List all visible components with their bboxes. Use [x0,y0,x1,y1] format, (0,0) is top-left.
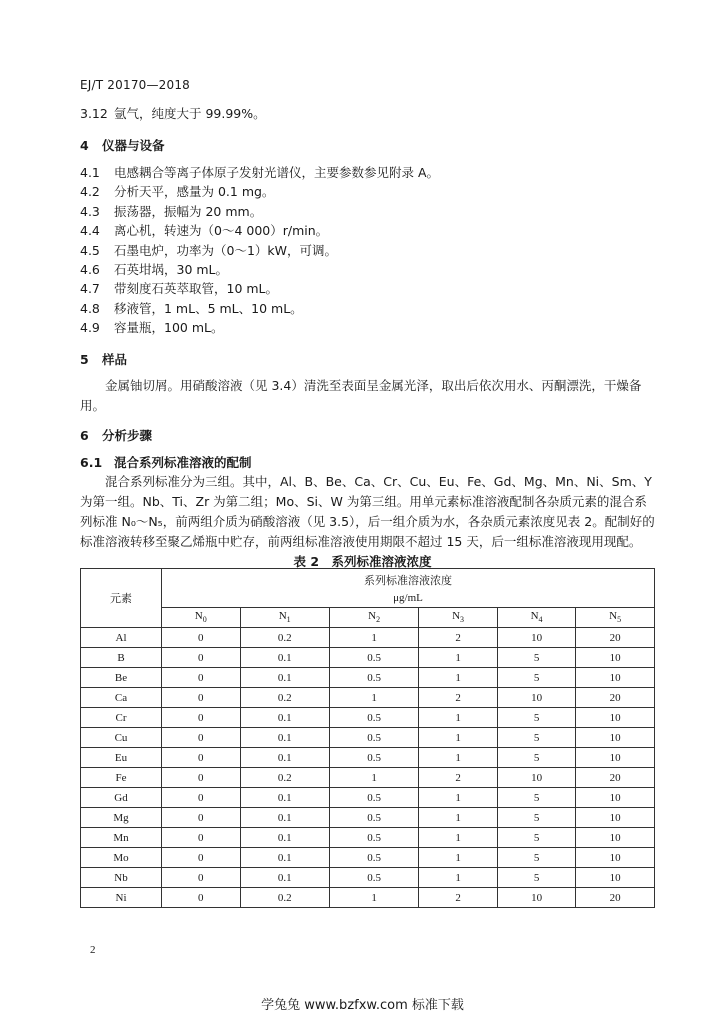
column-header-subscript: 0 [202,615,207,625]
column-header [497,608,576,628]
value-cell: 0.1 [240,708,329,728]
section-title: 混合系列标准溶液的配制 [114,455,252,470]
value-cell: 20 [576,688,655,708]
value-cell: 0.2 [240,768,329,788]
value-cell: 0 [162,648,241,668]
table-row [81,888,655,908]
value-cell: 1 [329,768,418,788]
table-title: 表 2 系列标准溶液浓度 [293,554,432,569]
value-cell: 5 [497,808,576,828]
value-cell: 5 [497,728,576,748]
column-header-subscript: 4 [538,615,543,625]
value-cell: 1 [419,708,498,728]
value-cell: 0 [162,708,241,728]
table-row [81,828,655,848]
item-text: 离心机，转速为（0～4 000）r/min。 [114,223,329,239]
item-text: 石英坩埚，30 mL。 [114,262,229,277]
element-cell: Ni [81,888,162,908]
value-cell: 0.1 [240,808,329,828]
value-cell: 0 [162,768,241,788]
value-cell: 10 [576,708,655,728]
element-cell: Mn [81,828,162,848]
value-cell: 1 [419,868,498,888]
value-cell: 0 [162,628,241,648]
value-cell: 0.1 [240,788,329,808]
item-number: 4.3 [80,203,100,219]
value-cell: 10 [576,868,655,888]
section-6-heading [80,428,152,444]
table-row [81,788,655,808]
value-cell: 5 [497,868,576,888]
item-number: 4.5 [80,242,100,258]
value-cell: 10 [497,888,576,908]
value-cell: 0.5 [329,808,418,828]
value-cell: 1 [419,788,498,808]
value-cell: 1 [419,808,498,828]
page-number: 2 [90,944,96,956]
section-4-item [80,184,274,200]
value-cell: 10 [576,828,655,848]
table-row [81,628,655,648]
element-cell: Mg [81,808,162,828]
element-cell: Fe [81,768,162,788]
item-number: 4.1 [80,165,100,180]
table-row [81,708,655,728]
section-4-item [80,243,337,259]
element-cell: Cr [81,708,162,728]
concentration-header-text: 系列标准溶液浓度 [364,575,452,587]
element-cell: Eu [81,748,162,768]
value-cell: 20 [576,888,655,908]
column-header [240,608,329,628]
value-cell: 1 [329,888,418,908]
value-cell: 10 [576,648,655,668]
item-number: 3.12 [80,106,108,121]
table-row [81,688,655,708]
table-row [81,748,655,768]
value-cell: 0 [162,688,241,708]
column-header-base: N [194,610,203,623]
item-number: 4.2 [80,184,100,200]
value-cell: 0 [162,848,241,868]
value-cell: 1 [419,748,498,768]
section-4-item [80,223,328,239]
element-cell: Al [81,628,162,648]
table-row [81,668,655,688]
value-cell: 20 [576,768,655,788]
item-text: 移液管，1 mL、5 mL、10 mL。 [114,300,303,316]
value-cell: 0.2 [240,888,329,908]
value-cell: 10 [576,668,655,688]
item-number: 4.4 [80,223,100,239]
section-4-item [80,281,278,297]
item-text: 电感耦合等离子体原子发射光谱仪，主要参数参见附录 A。 [114,165,440,180]
value-cell: 5 [497,648,576,668]
value-cell: 2 [419,628,498,648]
value-cell: 10 [576,848,655,868]
value-cell: 0 [162,808,241,828]
value-cell: 0 [162,828,241,848]
value-cell: 0 [162,668,241,688]
column-header [419,608,498,628]
value-cell: 0.1 [240,868,329,888]
standard-code: EJ/T 20170—2018 [80,78,191,92]
value-cell: 2 [419,768,498,788]
column-header-row [81,608,655,628]
column-header [162,608,241,628]
element-cell: B [81,648,162,668]
element-cell: Gd [81,788,162,808]
value-cell: 5 [497,668,576,688]
value-cell: 1 [419,848,498,868]
item-number: 4.9 [80,320,100,336]
section-4-item [80,262,228,278]
item-number: 4.6 [80,262,100,277]
table-row [81,728,655,748]
item-text: 容量瓶，100 mL。 [114,320,224,336]
item-text: 分析天平，感量为 0.1 mg。 [114,184,275,200]
value-cell: 0.5 [329,728,418,748]
value-cell: 0.1 [240,828,329,848]
footer-watermark: 学兔兔 www.bzfxw.com 标准下载 [261,998,464,1013]
section-5-heading [80,352,127,368]
section-4-heading [80,138,165,154]
value-cell: 2 [419,688,498,708]
table-row [81,808,655,828]
value-cell: 5 [497,828,576,848]
section-4-item [80,320,223,336]
item-text: 氩气，纯度大于 99.99%。 [114,106,266,121]
section-number: 4 [80,138,89,153]
value-cell: 0 [162,728,241,748]
value-cell: 0.1 [240,648,329,668]
section-4-item [80,204,262,220]
column-header-base: N [530,610,539,623]
table-row [81,848,655,868]
value-cell: 5 [497,708,576,728]
value-cell: 0.5 [329,868,418,888]
column-header-base: N [278,610,287,623]
value-cell: 5 [497,788,576,808]
value-cell: 1 [419,828,498,848]
table-row [81,868,655,888]
unit-label: μg/mL [393,592,423,604]
value-cell: 1 [419,648,498,668]
section-title: 仪器与设备 [102,138,165,153]
section-4-item [80,301,303,317]
column-header-base: N [368,610,377,623]
value-cell: 1 [329,628,418,648]
section-title: 样品 [102,352,128,367]
value-cell: 20 [576,628,655,648]
section-number: 6.1 [80,455,103,470]
value-cell: 1 [419,668,498,688]
value-cell: 0 [162,888,241,908]
value-cell: 0.2 [240,628,329,648]
value-cell: 0.5 [329,748,418,768]
value-cell: 10 [497,688,576,708]
item-text: 石墨电炉，功率为（0～1）kW，可调。 [114,242,338,258]
section-title: 分析步骤 [102,428,153,443]
value-cell: 10 [497,628,576,648]
value-cell: 10 [497,768,576,788]
section-4-item [80,165,439,181]
column-header-subscript: 2 [376,615,381,625]
value-cell: 10 [576,788,655,808]
value-cell: 0.5 [329,788,418,808]
column-header-base: N [609,610,618,623]
table-row [81,648,655,668]
column-header [576,608,655,628]
value-cell: 0 [162,748,241,768]
value-cell: 10 [576,728,655,748]
column-header-subscript: 5 [617,615,622,625]
section-number: 6 [80,428,89,443]
value-cell: 0.1 [240,668,329,688]
value-cell: 5 [497,848,576,868]
value-cell: 2 [419,888,498,908]
element-cell: Nb [81,868,162,888]
value-cell: 10 [576,808,655,828]
value-cell: 0.5 [329,848,418,868]
table-body [81,628,655,908]
item-text: 振荡器，振幅为 20 mm。 [114,203,263,219]
value-cell: 1 [329,688,418,708]
value-cell: 10 [576,748,655,768]
table-row [81,768,655,788]
value-cell: 0.5 [329,828,418,848]
value-cell: 1 [419,728,498,748]
value-cell: 0 [162,788,241,808]
value-cell: 0.5 [329,708,418,728]
item-number: 4.8 [80,300,100,316]
element-cell: Be [81,668,162,688]
section-6-1-heading [80,455,252,471]
value-cell: 0 [162,868,241,888]
concentration-table [80,568,655,908]
value-cell: 0.5 [329,668,418,688]
concentration-header [162,569,655,608]
value-cell: 0.1 [240,748,329,768]
section-number: 5 [80,352,89,367]
element-cell: Ca [81,688,162,708]
item-3-12 [80,106,266,122]
value-cell: 0.1 [240,848,329,868]
element-header: 元素 [81,569,162,628]
column-header-subscript: 3 [460,615,465,625]
column-header-subscript: 1 [286,615,291,625]
item-number: 4.7 [80,281,100,297]
item-text: 带刻度石英萃取管，10 mL。 [114,281,279,297]
value-cell: 0.5 [329,648,418,668]
value-cell: 0.2 [240,688,329,708]
element-cell: Cu [81,728,162,748]
column-header-base: N [452,610,461,623]
element-cell: Mo [81,848,162,868]
value-cell: 0.1 [240,728,329,748]
value-cell: 5 [497,748,576,768]
section-5-paragraph: 金属铀切屑。用硝酸溶液（见 3.4）清洗至表面呈金属光泽，取出后依次用水、丙酮漂洗，干燥备用。 [80,378,642,413]
section-6-1-paragraph: 混合系列标准分为三组。其中，Al、B、Be、Ca、Cr、Cu、Eu、Fe、Gd、Mg、Mn、Ni、Sm、Y 为第一组。Nb、Ti、Zr 为第二组；Mo、Si、W 为第三组。用单元素标准溶液配制各杂质元素的混合系列标准 N₀～N₅，前两组介质为硝酸溶液（见 3.5），后一组介质为水，各杂质元素浓度见表 2。配制好的标准溶液转移至聚乙烯瓶中贮存，前两组标准溶液使用期限不超过 15 天，后一组标准溶液现用现配。 [80,474,655,549]
column-header [329,608,418,628]
